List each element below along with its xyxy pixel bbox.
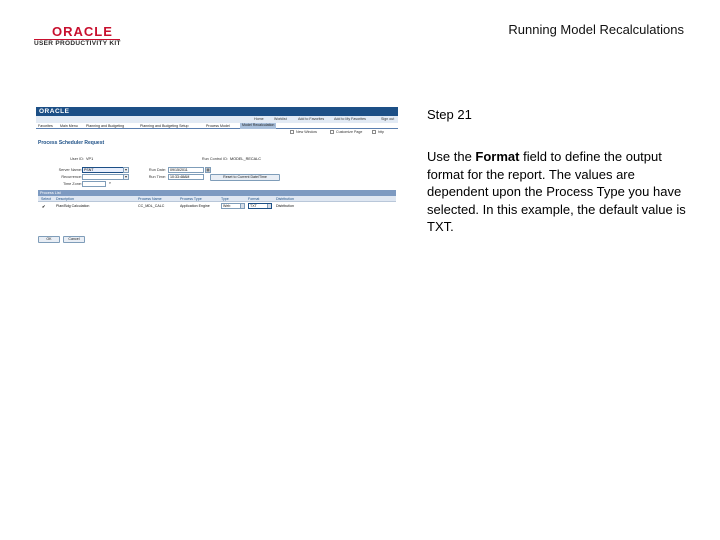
ok-button[interactable]: OK bbox=[38, 236, 60, 243]
run-control-value: MODEL_RECALC bbox=[230, 157, 262, 161]
row-format-value: TXT bbox=[250, 204, 257, 208]
server-dropdown-icon[interactable]: ▾ bbox=[124, 167, 127, 172]
menu-main[interactable]: Main Menu bbox=[60, 124, 78, 128]
menu-process-model[interactable]: Process Model bbox=[206, 124, 230, 128]
type-dropdown-icon bbox=[240, 204, 244, 208]
format-dropdown-icon bbox=[267, 204, 271, 208]
sign-out-link[interactable]: Sign out bbox=[381, 117, 395, 121]
oracle-upk-logo bbox=[34, 24, 124, 48]
new-window-link[interactable]: New Window bbox=[296, 130, 317, 134]
logo-subtitle: USER PRODUCTIVITY KIT bbox=[34, 40, 121, 47]
app-screenshot bbox=[36, 107, 398, 247]
ps-toolbar bbox=[36, 129, 398, 135]
run-time-label: Run Time: bbox=[148, 175, 166, 179]
col-format: Format bbox=[248, 197, 260, 201]
ps-oracle-logo: ORACLE bbox=[39, 108, 70, 115]
row-type-value: Web bbox=[223, 204, 231, 208]
step-number: Step 21 bbox=[427, 107, 472, 122]
col-type: Type bbox=[221, 197, 229, 201]
col-process-name: Process Name bbox=[138, 197, 162, 201]
instruction-field-name: Format bbox=[475, 149, 520, 164]
run-date-label: Run Date: bbox=[148, 168, 166, 172]
user-id-value: VP1 bbox=[86, 157, 94, 161]
ps-header-bar bbox=[36, 107, 398, 116]
time-zone-field[interactable] bbox=[82, 181, 106, 187]
row-select-checkbox[interactable]: ✔ bbox=[42, 204, 46, 209]
row-format-select[interactable] bbox=[248, 203, 272, 209]
add-my-favorites-link[interactable]: Add to My Favorites bbox=[334, 117, 366, 121]
run-control-label: Run Control ID: bbox=[201, 157, 228, 161]
instruction-pre: Use the bbox=[427, 149, 476, 164]
server-name-label: Server Name: bbox=[58, 168, 82, 172]
row-distribution-link[interactable]: Distribution bbox=[276, 204, 294, 208]
row-process-name: CC_MDL_CALC bbox=[138, 204, 165, 208]
http-checkbox[interactable] bbox=[372, 130, 376, 134]
ps-page-title: Process Scheduler Request bbox=[38, 140, 105, 146]
customize-page-checkbox[interactable] bbox=[330, 130, 334, 134]
menu-planning-setup[interactable]: Planning and Budgeting Setup bbox=[140, 124, 189, 128]
recurrence-dropdown-icon[interactable]: ▾ bbox=[124, 174, 127, 179]
recurrence-select[interactable] bbox=[82, 174, 128, 180]
server-name-select[interactable]: PSNT bbox=[82, 167, 128, 173]
col-description: Description bbox=[56, 197, 74, 201]
time-zone-label: Time Zone: bbox=[62, 182, 82, 186]
worklist-link[interactable]: Worklist bbox=[274, 117, 287, 121]
ps-header-links bbox=[36, 116, 398, 123]
row-description: Plan/Bdg Calculation bbox=[56, 204, 90, 208]
lookup-icon[interactable]: ⌕ bbox=[108, 180, 112, 185]
logo-wordmark: ORACLE bbox=[52, 24, 113, 39]
recurrence-label: Recurrence: bbox=[61, 175, 82, 179]
calendar-icon[interactable]: ▦ bbox=[206, 167, 210, 172]
customize-page-link[interactable]: Customize Page bbox=[336, 130, 363, 134]
reset-date-time-button[interactable]: Reset to Current Date/Time bbox=[210, 174, 280, 181]
new-window-checkbox[interactable] bbox=[290, 130, 294, 134]
process-list-title: Process List bbox=[38, 190, 396, 196]
http-link[interactable]: http bbox=[378, 130, 384, 134]
row-process-type: Application Engine bbox=[180, 204, 210, 208]
col-distribution: Distribution bbox=[276, 197, 294, 201]
table-row bbox=[38, 202, 396, 211]
run-time-field[interactable]: 10:33:48AM bbox=[168, 174, 204, 180]
menu-favorites[interactable]: Favorites bbox=[38, 124, 53, 128]
instruction-post: field to define the output format for the report. The values are dependent upon the Process Type you have selected. In this example, the default value is TXT. bbox=[427, 149, 686, 234]
col-process-type: Process Type bbox=[180, 197, 202, 201]
menu-planning-budgeting[interactable]: Planning and Budgeting bbox=[86, 124, 125, 128]
run-date-field[interactable]: 09/15/2011 bbox=[168, 167, 204, 173]
user-id-label: User ID: bbox=[70, 157, 84, 161]
add-favorites-link[interactable]: Add to Favorites bbox=[298, 117, 325, 121]
row-type-select[interactable] bbox=[221, 203, 245, 209]
step-instruction bbox=[427, 148, 697, 236]
col-select: Select bbox=[41, 197, 51, 201]
slide-title: Running Model Recalculations bbox=[508, 22, 684, 37]
menu-model-recalculation[interactable]: Model Recalculation bbox=[242, 123, 275, 127]
cancel-button[interactable]: Cancel bbox=[63, 236, 85, 243]
home-link[interactable]: Home bbox=[254, 117, 264, 121]
